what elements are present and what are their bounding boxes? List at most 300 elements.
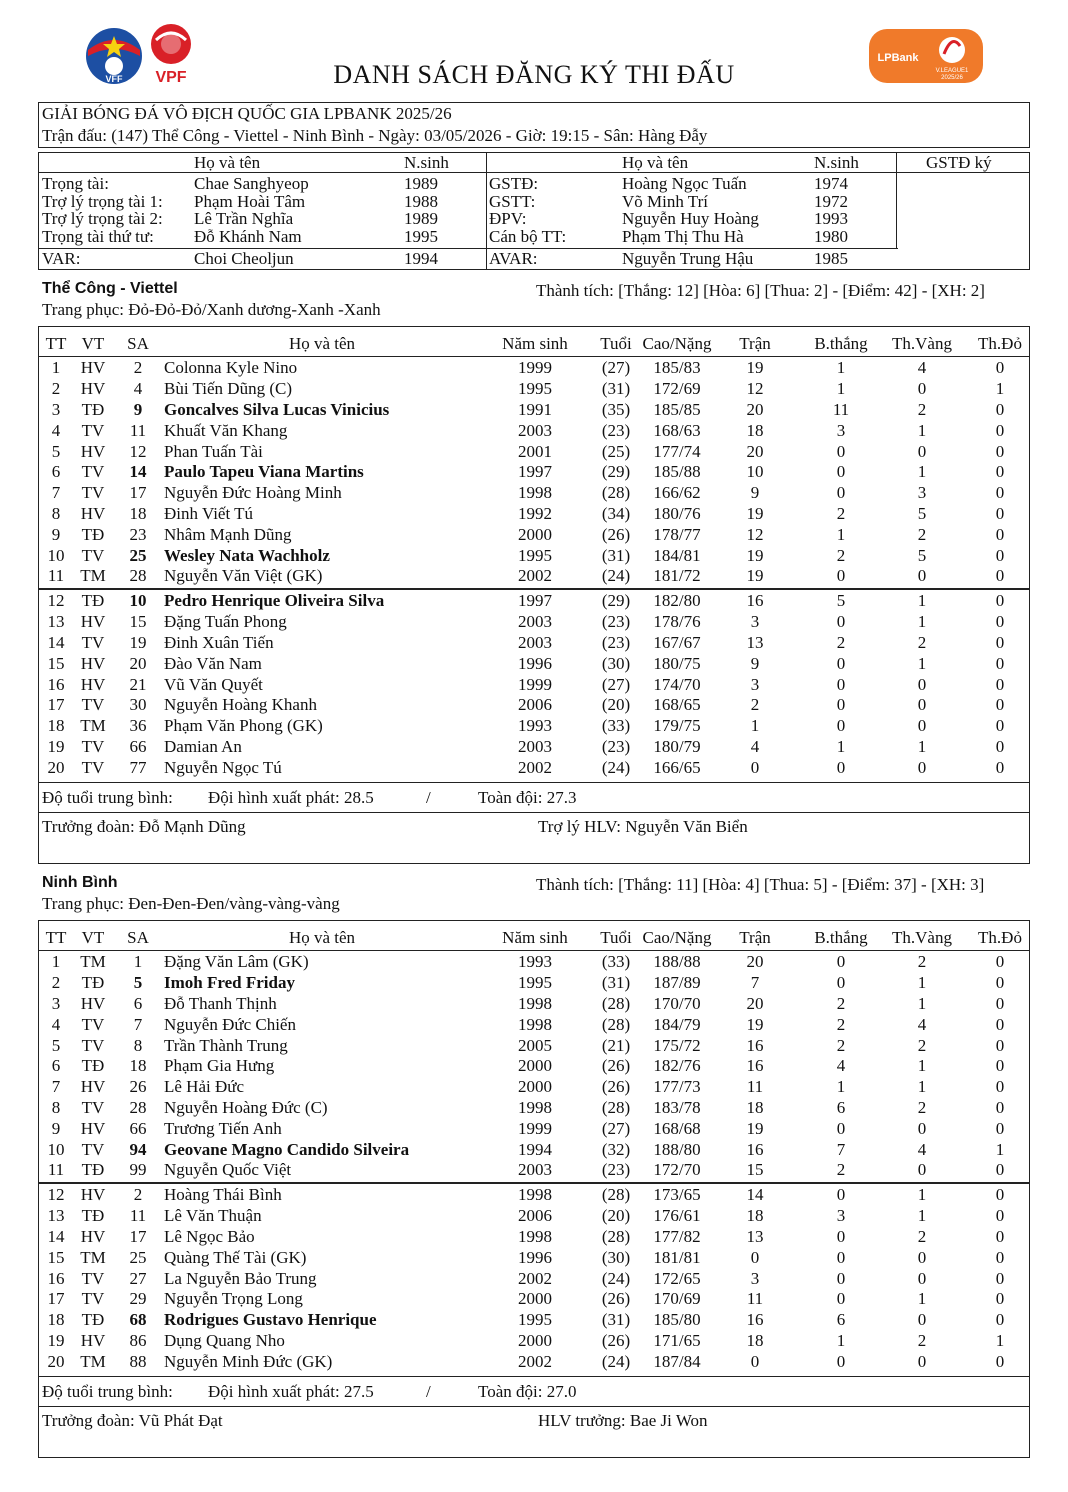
player-matches: 12	[746, 524, 764, 544]
player-name: Nguyễn Hoàng Đức (C)	[164, 1097, 328, 1117]
player-height-weight: 184/79	[653, 1014, 701, 1034]
player-red-cards: 0	[995, 736, 1005, 756]
player-goals: 1	[836, 1077, 846, 1097]
player-birth-year: 1994	[518, 1139, 552, 1159]
player-number: 15	[129, 612, 147, 632]
player-row	[40, 1118, 1040, 1139]
player-birth-year: 2003	[518, 1160, 552, 1180]
player-row	[40, 1289, 1040, 1310]
player-goals: 0	[836, 1247, 846, 1267]
player-red-cards: 0	[995, 1035, 1005, 1055]
player-red-cards: 0	[995, 591, 1005, 611]
player-row	[40, 716, 1040, 737]
player-name: Quàng Thế Tài (GK)	[164, 1247, 307, 1267]
official-role: Trợ lý trọng tài 2:	[42, 209, 163, 228]
player-row	[40, 1268, 1040, 1289]
svg-text:2025/26: 2025/26	[941, 75, 963, 81]
player-matches: 19	[746, 566, 764, 586]
player-red-cards: 0	[995, 483, 1005, 503]
player-red-cards: 0	[995, 420, 1005, 440]
player-height-weight: 185/80	[653, 1310, 701, 1330]
player-yellow-cards: 2	[917, 1226, 927, 1246]
player-goals: 4	[836, 1056, 846, 1076]
player-age: (29)	[601, 591, 631, 611]
player-row	[40, 591, 1040, 612]
player-red-cards: 0	[995, 632, 1005, 652]
player-birth-year: 2003	[518, 612, 552, 632]
player-name: Rodrigues Gustavo Henrique	[164, 1310, 377, 1330]
player-goals: 2	[836, 1160, 846, 1180]
player-goals: 1	[836, 736, 846, 756]
player-number: 18	[129, 503, 147, 523]
player-yellow-cards: 0	[917, 757, 927, 777]
player-name: Phan Tuấn Tài	[164, 441, 263, 461]
player-height-weight: 174/70	[653, 674, 701, 694]
player-matches: 16	[746, 591, 764, 611]
player-number: 86	[129, 1330, 147, 1350]
player-index: 6	[51, 462, 61, 482]
player-number: 18	[129, 1056, 147, 1076]
player-matches: 9	[750, 653, 760, 673]
player-row	[40, 420, 1040, 441]
player-number: 26	[129, 1077, 147, 1097]
avar-role: AVAR:	[489, 249, 538, 268]
player-height-weight: 178/76	[653, 612, 701, 632]
player-row	[40, 1014, 1040, 1035]
player-yellow-cards: 0	[917, 716, 927, 736]
player-birth-year: 1998	[518, 1185, 552, 1205]
player-name: Đặng Tuấn Phong	[164, 612, 287, 632]
player-birth-year: 1995	[518, 973, 552, 993]
player-matches: 13	[746, 1226, 764, 1246]
player-position: TV	[81, 1139, 105, 1159]
svg-text:VPF: VPF	[155, 69, 187, 86]
player-height-weight: 168/63	[653, 420, 701, 440]
col-tt-header: TT	[45, 334, 67, 354]
player-goals: 0	[836, 1289, 846, 1309]
team2-subs-table	[40, 1185, 1040, 1372]
player-yellow-cards: 2	[917, 952, 927, 972]
player-row	[40, 1185, 1040, 1206]
player-index: 15	[47, 653, 65, 673]
team2-starters-table	[40, 952, 1040, 1181]
player-goals: 0	[836, 653, 846, 673]
player-age: (28)	[601, 1185, 631, 1205]
player-row	[40, 545, 1040, 566]
player-red-cards: 0	[995, 566, 1005, 586]
official-name: Phạm Hoài Tâm	[194, 191, 306, 211]
player-goals: 0	[836, 612, 846, 632]
player-row	[40, 358, 1040, 379]
player-matches: 10	[746, 462, 764, 482]
official-role: Trọng tài:	[42, 174, 109, 193]
var-name: Choi Cheoljun	[194, 249, 294, 268]
player-number: 30	[129, 695, 147, 715]
player-red-cards: 0	[995, 993, 1005, 1013]
official-name: Lê Trần Nghĩa	[194, 209, 294, 228]
player-red-cards: 0	[995, 1118, 1005, 1138]
player-number: 27	[129, 1268, 147, 1288]
col-name-header: Họ và tên	[288, 334, 356, 354]
player-number: 25	[129, 1247, 147, 1267]
player-position: HV	[80, 1185, 106, 1205]
player-height-weight: 187/89	[653, 973, 701, 993]
player-yellow-cards: 1	[917, 973, 927, 993]
player-name: Đào Văn Nam	[164, 653, 262, 673]
player-row	[40, 524, 1040, 545]
player-goals: 6	[836, 1097, 846, 1117]
player-index: 12	[47, 1185, 65, 1205]
player-yellow-cards: 0	[917, 441, 927, 461]
col-yellow-cards-header: Th.Vàng	[892, 928, 952, 948]
player-red-cards: 0	[995, 612, 1005, 632]
player-name: Đinh Xuân Tiến	[164, 632, 274, 652]
player-position: TĐ	[81, 1310, 105, 1330]
player-birth-year: 1999	[518, 358, 552, 378]
player-age: (30)	[601, 653, 631, 673]
player-height-weight: 170/69	[653, 1289, 701, 1309]
player-age: (21)	[601, 1035, 631, 1055]
player-matches: 19	[746, 503, 764, 523]
player-row	[40, 1160, 1040, 1181]
player-matches: 7	[750, 973, 760, 993]
player-goals: 7	[836, 1139, 846, 1159]
player-number: 5	[133, 973, 143, 993]
player-row	[40, 1035, 1040, 1056]
player-birth-year: 2006	[518, 1206, 552, 1226]
player-position: HV	[80, 441, 106, 461]
player-matches: 16	[746, 1310, 764, 1330]
player-yellow-cards: 0	[917, 1351, 927, 1371]
player-goals: 0	[836, 1226, 846, 1246]
player-age: (26)	[601, 1289, 631, 1309]
player-position: TV	[81, 757, 105, 777]
player-birth-year: 2000	[518, 1289, 552, 1309]
official-year: 1995	[404, 226, 438, 246]
player-matches: 16	[746, 1139, 764, 1159]
player-matches: 19	[746, 1118, 764, 1138]
player-name: Geovane Magno Candido Silveira	[164, 1139, 410, 1159]
player-age: (26)	[601, 1330, 631, 1350]
player-red-cards: 0	[995, 1014, 1005, 1034]
player-number: 28	[129, 1097, 147, 1117]
player-index: 18	[47, 1310, 65, 1330]
official-role: GSTT:	[489, 191, 536, 211]
player-goals: 0	[836, 695, 846, 715]
player-yellow-cards: 1	[917, 420, 927, 440]
player-row	[40, 1247, 1040, 1268]
player-age: (28)	[601, 483, 631, 503]
player-name: Nguyễn Hoàng Khanh	[164, 695, 317, 715]
team1-coach: Trợ lý HLV: Nguyễn Văn Biển	[538, 817, 748, 836]
player-red-cards: 0	[995, 503, 1005, 523]
player-age: (20)	[601, 1206, 631, 1226]
player-height-weight: 172/65	[653, 1268, 701, 1288]
player-birth-year: 1998	[518, 483, 552, 503]
player-matches: 3	[750, 1268, 760, 1288]
player-age: (31)	[601, 379, 631, 399]
player-goals: 0	[836, 1185, 846, 1205]
player-age: (35)	[601, 399, 631, 419]
player-matches: 12	[746, 379, 764, 399]
player-yellow-cards: 1	[917, 1077, 927, 1097]
player-name: Pedro Henrique Oliveira Silva	[164, 591, 385, 611]
player-position: TĐ	[81, 591, 105, 611]
player-position: HV	[80, 358, 106, 378]
player-row	[40, 1351, 1040, 1372]
player-age: (26)	[601, 1056, 631, 1076]
player-height-weight: 182/80	[653, 591, 701, 611]
player-matches: 1	[750, 716, 760, 736]
player-age: (31)	[601, 973, 631, 993]
team2-kit: Trang phục: Đen-Đen-Đen/vàng-vàng-vàng	[42, 894, 340, 913]
player-red-cards: 0	[995, 1289, 1005, 1309]
player-height-weight: 179/75	[653, 716, 701, 736]
player-row	[40, 1139, 1040, 1160]
player-goals: 2	[836, 1035, 846, 1055]
player-birth-year: 1996	[518, 1247, 552, 1267]
player-position: HV	[80, 612, 106, 632]
player-yellow-cards: 4	[917, 358, 927, 378]
official-role: Trợ lý trọng tài 1:	[42, 191, 163, 211]
player-name: Nguyễn Văn Việt (GK)	[164, 566, 323, 586]
player-name: La Nguyễn Bảo Trung	[164, 1268, 317, 1288]
player-yellow-cards: 0	[917, 695, 927, 715]
col-position-header: VT	[81, 928, 105, 948]
player-index: 9	[51, 1118, 61, 1138]
player-position: TM	[80, 1247, 106, 1267]
player-number: 20	[129, 653, 147, 673]
player-name: Trương Tiến Anh	[164, 1118, 282, 1138]
player-goals: 0	[836, 1118, 846, 1138]
player-red-cards: 0	[995, 1077, 1005, 1097]
official-role: ĐPV:	[489, 209, 527, 228]
player-red-cards: 0	[995, 1351, 1005, 1371]
player-red-cards: 0	[995, 524, 1005, 544]
player-goals: 1	[836, 1330, 846, 1350]
player-number: 1	[133, 952, 143, 972]
player-matches: 19	[746, 358, 764, 378]
team1-avg-label: Độ tuổi trung bình:	[42, 788, 173, 807]
player-goals: 0	[836, 462, 846, 482]
player-name: Vũ Văn Quyết	[164, 674, 263, 694]
official-year: 1972	[814, 191, 848, 211]
col-birth-year-header: Năm sinh	[502, 334, 568, 354]
player-index: 3	[51, 399, 61, 419]
avar-name: Nguyễn Trung Hậu	[622, 249, 754, 268]
player-row	[40, 757, 1040, 778]
col-matches-header: Trận	[739, 928, 771, 948]
player-index: 20	[47, 1351, 65, 1371]
player-age: (31)	[601, 1310, 631, 1330]
player-number: 25	[129, 545, 147, 565]
player-name: Nguyễn Minh Đức (GK)	[164, 1351, 333, 1371]
player-index: 19	[47, 1330, 65, 1350]
player-name: Nguyễn Đức Hoàng Minh	[164, 483, 342, 503]
player-position: TĐ	[81, 1056, 105, 1076]
player-goals: 0	[836, 674, 846, 694]
player-age: (20)	[601, 695, 631, 715]
col-position-header: VT	[81, 334, 105, 354]
player-goals: 0	[836, 973, 846, 993]
player-goals: 5	[836, 591, 846, 611]
player-age: (28)	[601, 1226, 631, 1246]
player-position: HV	[80, 1077, 106, 1097]
match-line: Trận đấu: (147) Thể Công - Viettel - Ninh Bình - Ngày: 03/05/2026 - Giờ: 19:15 - Sân: Hàng Đẫy	[42, 126, 708, 145]
player-matches: 20	[746, 952, 764, 972]
player-birth-year: 1998	[518, 993, 552, 1013]
player-matches: 19	[746, 545, 764, 565]
player-position: TV	[81, 1097, 105, 1117]
player-row	[40, 1077, 1040, 1098]
player-index: 20	[47, 757, 65, 777]
team1-record: Thành tích: [Thắng: 12] [Hòa: 6] [Thua: 2] - [Điểm: 42] - [XH: 2]	[536, 281, 985, 300]
player-age: (29)	[601, 462, 631, 482]
player-row	[40, 1310, 1040, 1331]
player-height-weight: 171/65	[653, 1330, 701, 1350]
player-birth-year: 1991	[518, 399, 552, 419]
player-age: (26)	[601, 524, 631, 544]
player-birth-year: 2003	[518, 736, 552, 756]
player-index: 2	[51, 973, 61, 993]
player-matches: 14	[746, 1185, 764, 1205]
player-row	[40, 441, 1040, 462]
player-index: 1	[51, 952, 61, 972]
player-height-weight: 172/70	[653, 1160, 701, 1180]
player-red-cards: 0	[995, 1185, 1005, 1205]
player-age: (33)	[601, 952, 631, 972]
player-position: TV	[81, 545, 105, 565]
player-red-cards: 0	[995, 716, 1005, 736]
col-matches-header: Trận	[739, 334, 771, 354]
player-row	[40, 737, 1040, 758]
supervisor-sign-header: GSTĐ ký	[926, 153, 992, 172]
player-row	[40, 973, 1040, 994]
player-index: 11	[47, 1160, 65, 1180]
player-index: 13	[47, 612, 65, 632]
player-birth-year: 1993	[518, 952, 552, 972]
team1-avg-start: Đội hình xuất phát: 28.5	[208, 788, 374, 807]
player-height-weight: 181/81	[653, 1247, 701, 1267]
player-matches: 9	[750, 483, 760, 503]
officials-name-header-right: Họ và tên	[622, 153, 689, 172]
col-yellow-cards-header: Th.Vàng	[892, 334, 952, 354]
player-age: (30)	[601, 1247, 631, 1267]
player-height-weight: 185/83	[653, 358, 701, 378]
player-number: 12	[129, 441, 147, 461]
player-name: Lê Ngọc Bảo	[164, 1226, 255, 1246]
player-goals: 2	[836, 1014, 846, 1034]
team2-header-row	[40, 928, 1040, 949]
player-height-weight: 181/72	[653, 566, 701, 586]
player-red-cards: 0	[995, 1310, 1005, 1330]
player-number: 14	[129, 462, 147, 482]
player-yellow-cards: 2	[917, 1330, 927, 1350]
player-matches: 15	[746, 1160, 764, 1180]
player-red-cards: 0	[995, 1097, 1005, 1117]
player-birth-year: 1997	[518, 591, 552, 611]
player-red-cards: 0	[995, 1247, 1005, 1267]
team1-subs-table	[40, 591, 1040, 778]
player-name: Dụng Quang Nho	[164, 1330, 285, 1350]
player-height-weight: 170/70	[653, 993, 701, 1013]
player-number: 68	[129, 1310, 147, 1330]
player-number: 88	[129, 1351, 147, 1371]
player-goals: 2	[836, 545, 846, 565]
player-row	[40, 612, 1040, 633]
player-yellow-cards: 5	[917, 545, 927, 565]
player-age: (24)	[601, 1268, 631, 1288]
official-name: Võ Minh Trí	[622, 191, 708, 211]
player-yellow-cards: 2	[917, 524, 927, 544]
player-name: Damian An	[164, 736, 242, 756]
player-matches: 2	[750, 695, 760, 715]
player-red-cards: 0	[995, 653, 1005, 673]
player-goals: 6	[836, 1310, 846, 1330]
player-number: 2	[133, 358, 143, 378]
player-birth-year: 1995	[518, 1310, 552, 1330]
player-matches: 20	[746, 993, 764, 1013]
player-goals: 1	[836, 524, 846, 544]
player-position: TM	[80, 716, 106, 736]
player-matches: 4	[750, 736, 760, 756]
player-height-weight: 185/85	[653, 399, 701, 419]
player-index: 5	[51, 441, 61, 461]
player-name: Wesley Nata Wachholz	[164, 545, 330, 565]
player-number: 11	[129, 1206, 147, 1226]
player-row	[40, 952, 1040, 973]
player-position: HV	[80, 993, 106, 1013]
player-age: (28)	[601, 1014, 631, 1034]
player-red-cards: 0	[995, 1160, 1005, 1180]
player-age: (24)	[601, 566, 631, 586]
col-shirt-header: SA	[127, 334, 149, 354]
player-birth-year: 2000	[518, 1330, 552, 1350]
player-number: 4	[133, 379, 143, 399]
player-number: 11	[129, 420, 147, 440]
player-position: TV	[81, 1035, 105, 1055]
player-height-weight: 188/80	[653, 1139, 701, 1159]
player-red-cards: 0	[995, 1056, 1005, 1076]
player-index: 7	[51, 1077, 61, 1097]
player-matches: 16	[746, 1056, 764, 1076]
player-red-cards: 0	[995, 674, 1005, 694]
player-age: (33)	[601, 716, 631, 736]
player-height-weight: 177/74	[653, 441, 701, 461]
player-yellow-cards: 0	[917, 1160, 927, 1180]
player-name: Lê Văn Thuận	[164, 1206, 262, 1226]
player-row	[40, 674, 1040, 695]
team2-avg-start: Đội hình xuất phát: 27.5	[208, 1382, 374, 1401]
player-age: (24)	[601, 757, 631, 777]
var-year: 1994	[404, 249, 438, 268]
player-yellow-cards: 1	[917, 1056, 927, 1076]
player-age: (27)	[601, 1118, 631, 1138]
player-matches: 20	[746, 399, 764, 419]
player-number: 9	[133, 399, 143, 419]
player-age: (23)	[601, 632, 631, 652]
player-red-cards: 0	[995, 358, 1005, 378]
player-birth-year: 2003	[518, 632, 552, 652]
player-age: (23)	[601, 736, 631, 756]
player-birth-year: 1993	[518, 716, 552, 736]
col-name-header: Họ và tên	[288, 928, 356, 948]
player-matches: 0	[750, 757, 760, 777]
player-position: TĐ	[81, 524, 105, 544]
player-index: 2	[51, 379, 61, 399]
player-height-weight: 173/65	[653, 1185, 701, 1205]
player-age: (27)	[601, 674, 631, 694]
